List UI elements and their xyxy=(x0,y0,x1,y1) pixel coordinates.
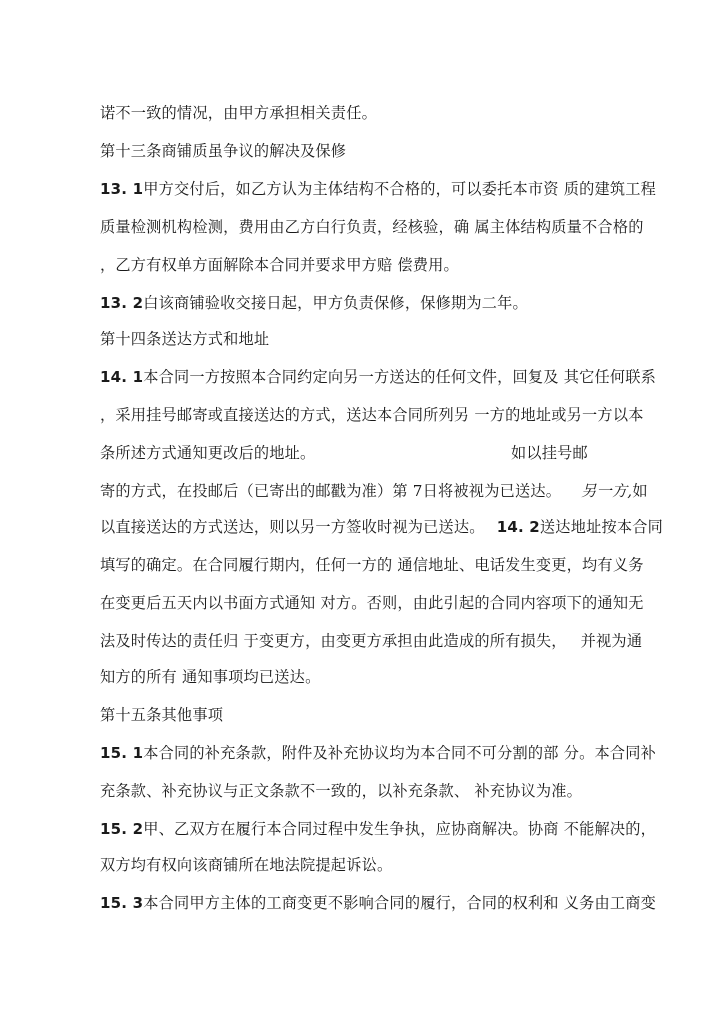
line-text-tail: 送达地址按本合同 xyxy=(539,518,664,536)
line-text: 本合同的补充条款，附件及补充协议均为本合同不可分割的部 分。本合同补 xyxy=(143,744,657,762)
line-text: 条所述方式通知更改后的地址。 xyxy=(100,444,316,462)
line-text: 在变更后五天内以书面方式通知 对方。否则，由此引起的合同内容项下的通知无 xyxy=(100,594,644,612)
text-line xyxy=(100,631,642,651)
line-text: 本合同一方按照本合同约定向另一方送达的任何文件，回复及 其它任何联系 xyxy=(143,368,657,386)
text-line xyxy=(100,893,656,913)
clause-number: 13. 1 xyxy=(100,180,144,198)
text-line xyxy=(100,179,656,199)
line-text-tail: 如 xyxy=(632,482,648,500)
line-text: 第十三条商铺质虽争议的解决及保修 xyxy=(100,142,347,160)
section-heading xyxy=(100,705,223,725)
line-text-tail: 并视为通 xyxy=(580,632,643,650)
text-line xyxy=(100,593,644,613)
text-line xyxy=(100,443,588,463)
line-text: 甲方交付后，如乙方认为主体结构不合格的，可以委托本市资 质的建筑工程 xyxy=(143,180,657,198)
text-line xyxy=(100,367,656,387)
line-text: 双方均有权向该商铺所在地法院提起诉讼。 xyxy=(100,856,393,874)
line-text-tail: 如以挂号邮 xyxy=(511,444,588,462)
line-text: ，采用挂号邮寄或直接送达的方式，送达本合同所列另 一方的地址或另一方以本 xyxy=(100,406,644,424)
line-text: 以直接送达的方式送达，则以另一方签收时视为已送达。 xyxy=(100,518,485,536)
line-text: 第十五条其他事项 xyxy=(100,706,224,724)
line-text: 诺不一致的情况，由甲方承担相关责任。 xyxy=(100,104,377,122)
text-line xyxy=(100,405,644,425)
text-line xyxy=(100,517,663,537)
text-line xyxy=(100,819,656,839)
text-line xyxy=(100,781,582,801)
clause-number: 13. 2 xyxy=(100,294,144,312)
text-line xyxy=(100,103,377,123)
text-line xyxy=(100,217,644,237)
line-text: 甲、乙双方在履行本合同过程中发生争执，应协商解决。协商 不能解决的， xyxy=(143,820,657,838)
line-text-italic: 另一方, xyxy=(581,482,633,500)
text-line xyxy=(100,255,459,275)
line-text: 充条款、补充协议与正文条款不一致的，以补充条款、 补充协议为准。 xyxy=(100,782,583,800)
text-line xyxy=(100,293,528,313)
text-line xyxy=(100,743,656,763)
section-heading xyxy=(100,329,269,349)
line-text: 质量检测机构检测，费用由乙方白行负责，经核验，确 属主体结构质量不合格的 xyxy=(100,218,644,236)
text-line xyxy=(100,855,392,875)
line-text: 寄的方式，在投邮后（已寄出的邮戳为准）第 7日将被视为已送达。 xyxy=(100,482,562,500)
text-line xyxy=(100,667,320,687)
line-text: 知方的所有 通知事项均已送达。 xyxy=(100,668,321,686)
clause-number: 14. 2 xyxy=(496,518,540,536)
clause-number: 15. 3 xyxy=(100,894,144,912)
line-text: 白该商铺验收交接日起，甲方负责保修，保修期为二年。 xyxy=(143,294,528,312)
clause-number: 14. 1 xyxy=(100,368,144,386)
line-text: 第十四条送达方式和地址 xyxy=(100,330,270,348)
text-line xyxy=(100,555,644,575)
section-heading xyxy=(100,141,346,161)
line-text: 本合同甲方主体的工商变更不影响合同的履行，合同的权利和 义务由工商变 xyxy=(143,894,657,912)
line-text: ，乙方有权单方面解除本合同并要求甲方赔 偿费用。 xyxy=(100,256,459,274)
text-line xyxy=(100,481,648,501)
clause-number: 15. 2 xyxy=(100,820,144,838)
line-text: 填写的确定。在合同履行期内，任何一方的 通信地址、电话发生变更，均有义务 xyxy=(100,556,644,574)
line-text: 法及时传达的责任归 于变更方，由变更方承担由此造成的所有损失， xyxy=(100,632,567,650)
clause-number: 15. 1 xyxy=(100,744,144,762)
